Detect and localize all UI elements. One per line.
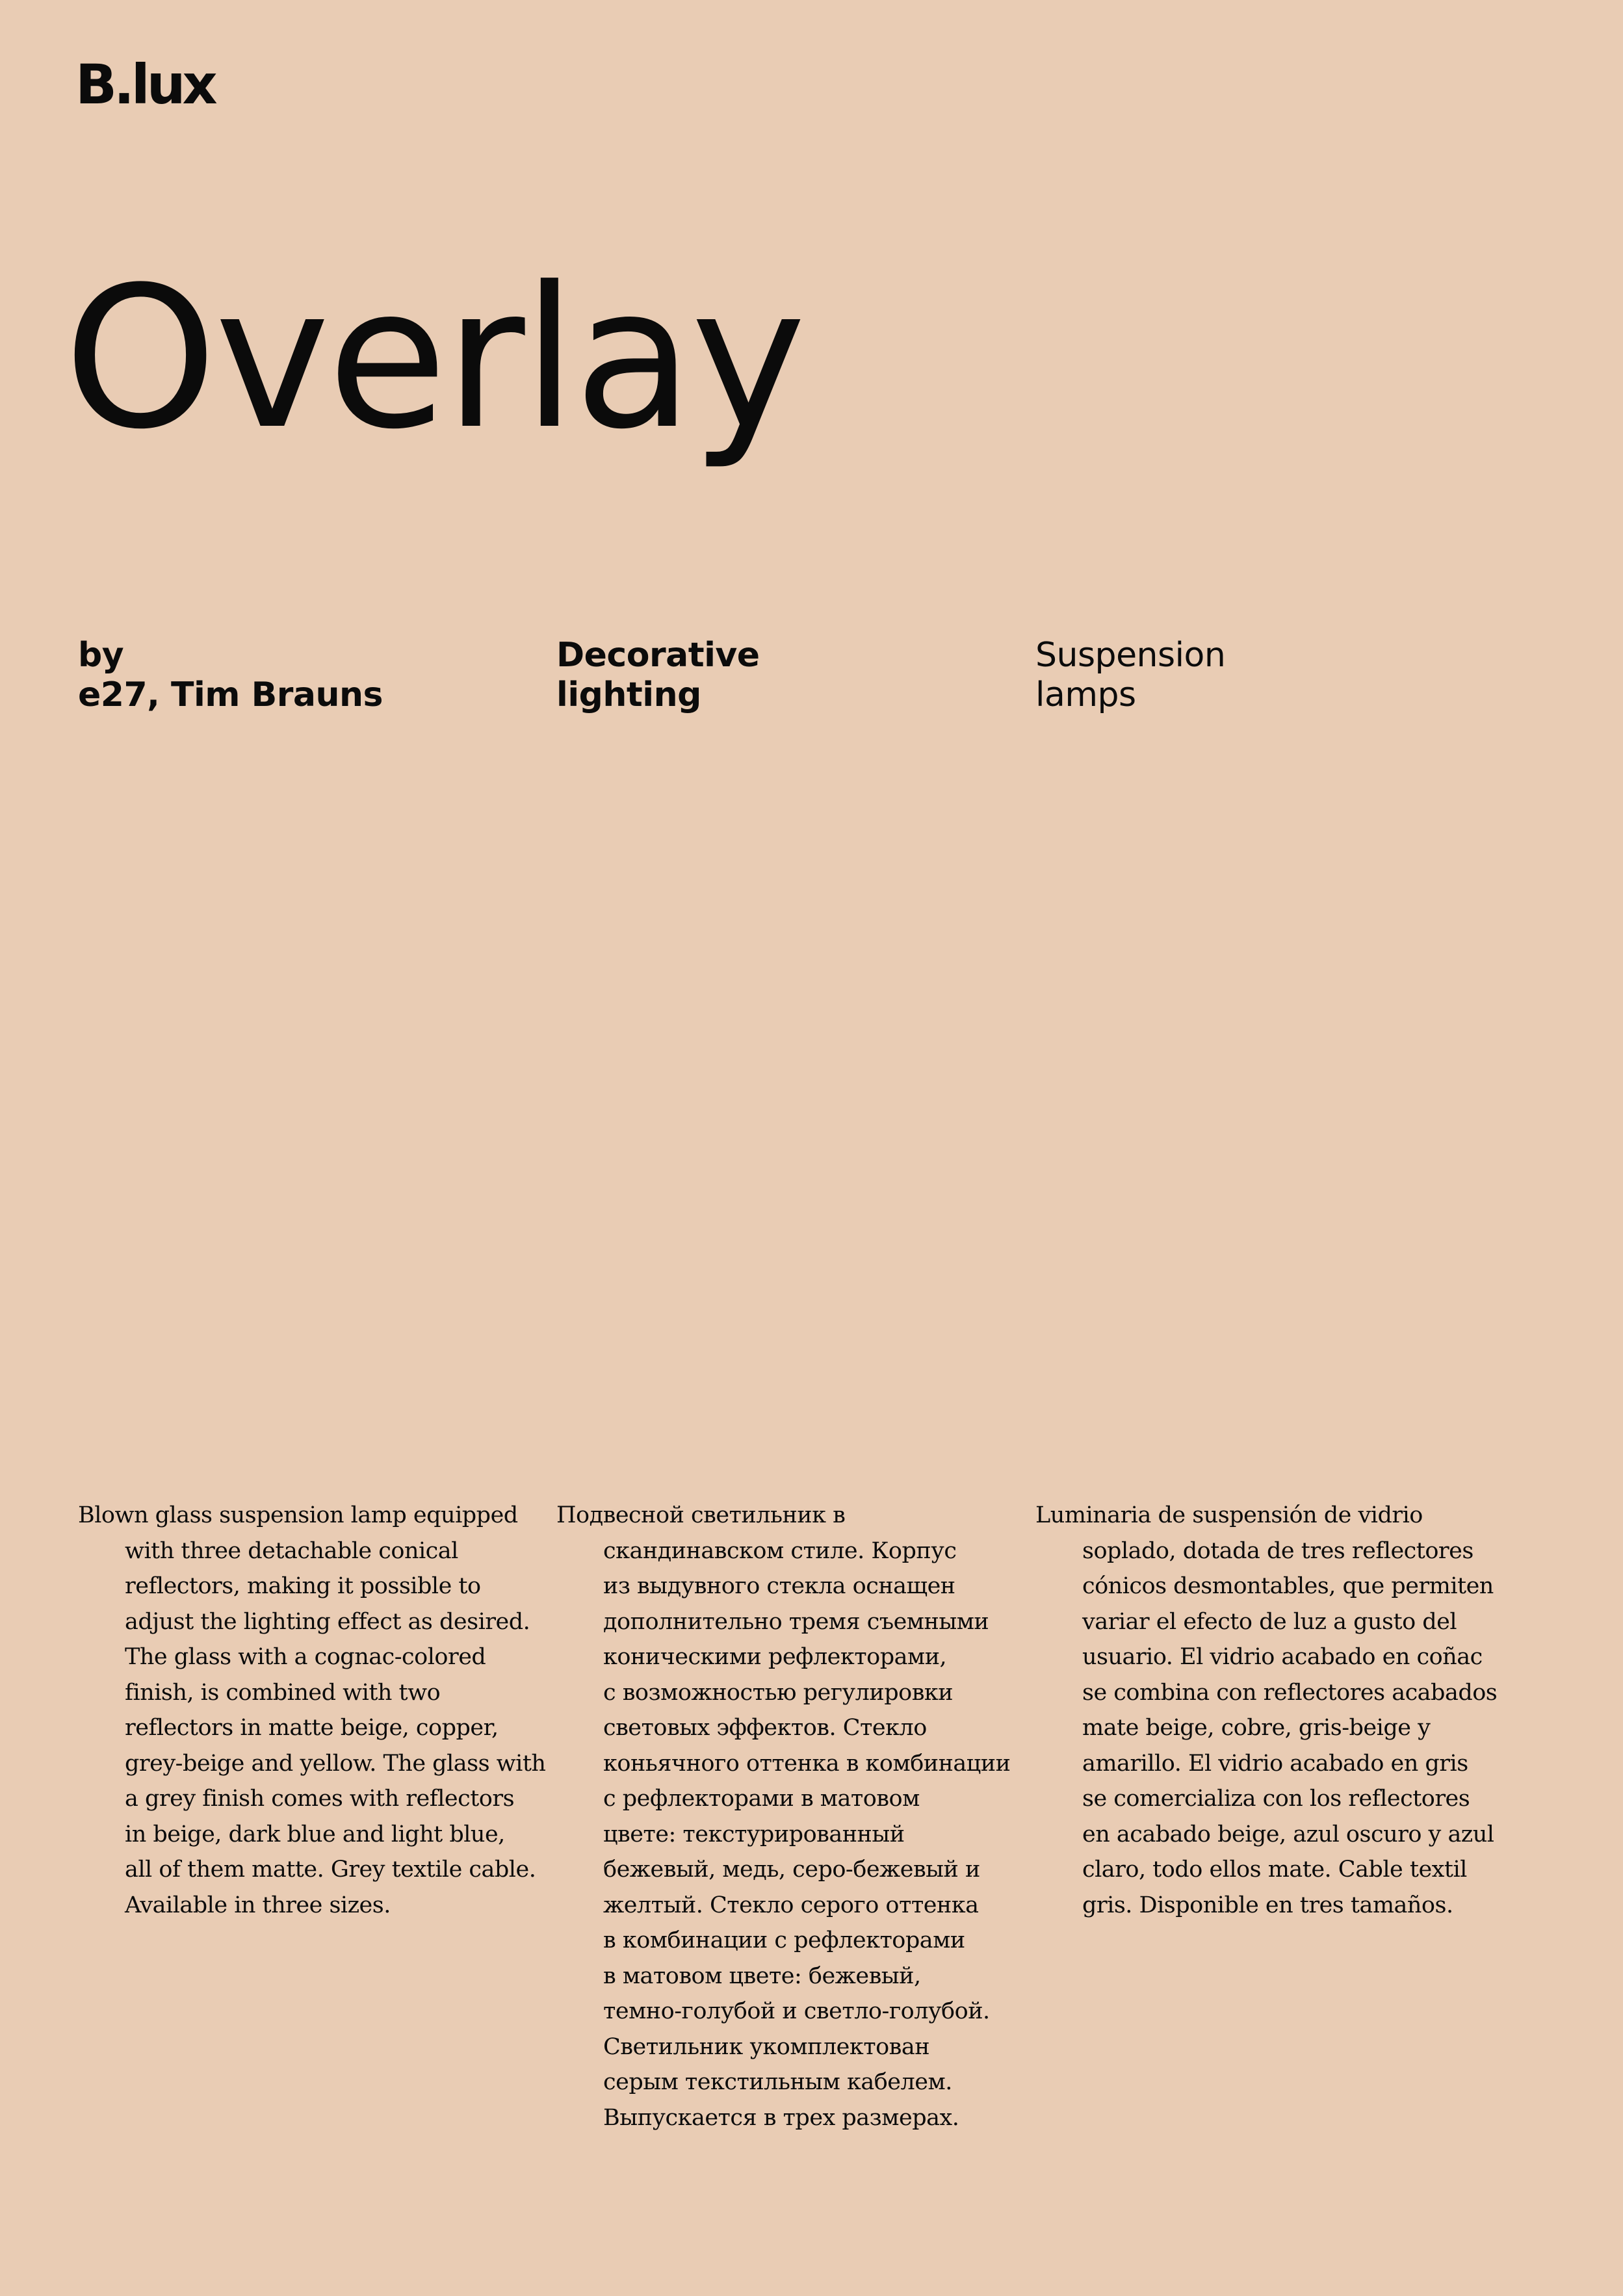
- description-line: коньячного оттенка в комбинации: [603, 1750, 1011, 1777]
- description-line: claro, todo ellos mate. Cable textil: [1082, 1857, 1467, 1883]
- description-line: Available in three sizes.: [125, 1892, 391, 1918]
- description-line: Светильник укомплектован: [603, 2033, 930, 2060]
- description-line: темно-голубой и светло-голубой.: [603, 1998, 990, 2024]
- description-line: желтый. Стекло серого оттенка: [603, 1892, 979, 1918]
- description-line: usuario. El vidrio acabado en coñac: [1082, 1644, 1483, 1670]
- description-line: с возможностью регулировки: [603, 1679, 954, 1706]
- description-line: a grey finish comes with reflectors: [125, 1786, 515, 1812]
- description-line: reflectors in matte beige, copper,: [125, 1715, 499, 1741]
- description-english: [78, 1498, 546, 1923]
- description-line: скандинавском стиле. Корпус: [603, 1537, 957, 1564]
- description-line: серым текстильным кабелем.: [603, 2069, 952, 2095]
- description-line: in beige, dark blue and light blue,: [125, 1821, 505, 1847]
- description-line: mate beige, cobre, gris-beige y: [1082, 1715, 1431, 1741]
- description-line: световых эффектов. Стекло: [603, 1715, 927, 1741]
- designer-credit: [78, 636, 494, 715]
- designer-names: e27, Tim Brauns: [78, 675, 383, 714]
- product-type: [1035, 636, 1451, 715]
- product-category: [556, 636, 972, 715]
- description-line: дополнительно тремя съемными: [603, 1608, 989, 1635]
- description-line: из выдувного стекла оснащен: [603, 1573, 955, 1599]
- description-line: finish, is combined with two: [125, 1679, 441, 1706]
- description-line: gris. Disponible en tres tamaños.: [1082, 1892, 1453, 1918]
- description-line: в комбинации с рефлекторами: [603, 1927, 965, 1953]
- description-line: Подвесной светильник в: [556, 1502, 846, 1528]
- type-line: Suspension: [1035, 636, 1226, 675]
- description-line: в матовом цвете: бежевый,: [603, 1963, 921, 1989]
- description-line: soplado, dotada de tres reflectores: [1082, 1537, 1474, 1564]
- type-line: lamps: [1035, 675, 1136, 714]
- description-line: cónicos desmontables, que permiten: [1082, 1573, 1494, 1599]
- description-line: amarillo. El vidrio acabado en gris: [1082, 1750, 1468, 1777]
- category-line: Decorative: [556, 636, 760, 675]
- description-line: se combina con reflectores acabados: [1082, 1679, 1498, 1706]
- description-line: adjust the lighting effect as desired.: [125, 1608, 530, 1635]
- description-line: se comercializa con los reflectores: [1082, 1786, 1470, 1812]
- description-line: Blown glass suspension lamp equipped: [78, 1502, 518, 1528]
- description-russian: [556, 1498, 1011, 2135]
- description-line: коническими рефлекторами,: [603, 1644, 947, 1670]
- category-line: lighting: [556, 675, 701, 714]
- product-title: Overlay: [64, 245, 804, 472]
- description-line: с рефлекторами в матовом: [603, 1786, 920, 1812]
- designer-label: by: [78, 636, 124, 675]
- description-line: en acabado beige, azul oscuro y azul: [1082, 1821, 1494, 1847]
- description-line: бежевый, медь, серо-бежевый и: [603, 1857, 980, 1883]
- description-line: Luminaria de suspensión de vidrio: [1035, 1502, 1423, 1528]
- description-line: цвете: текстурированный: [603, 1821, 905, 1847]
- description-line: Выпускается в трех размерах.: [603, 2104, 959, 2131]
- description-spanish: [1035, 1498, 1498, 1923]
- brand-logo: B.lux: [75, 53, 214, 116]
- description-line: variar el efecto de luz a gusto del: [1082, 1608, 1457, 1635]
- description-line: with three detachable conical: [125, 1537, 458, 1564]
- description-line: grey-beige and yellow. The glass with: [125, 1750, 546, 1777]
- description-line: all of them matte. Grey textile cable.: [125, 1857, 536, 1883]
- description-line: The glass with a cognac-colored: [125, 1644, 486, 1670]
- description-line: reflectors, making it possible to: [125, 1573, 481, 1599]
